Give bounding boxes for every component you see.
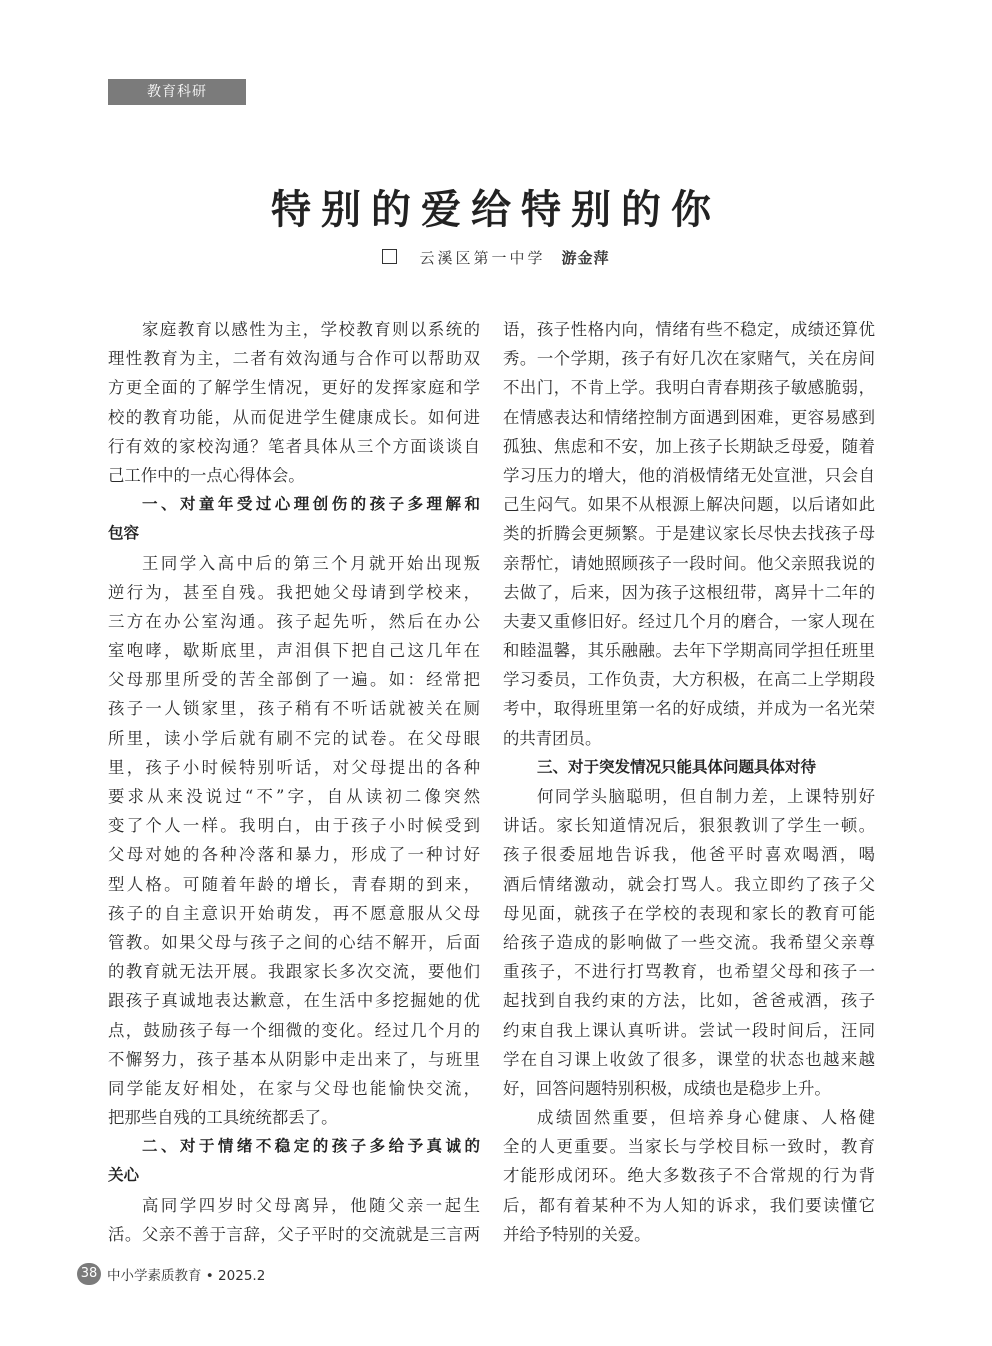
text-line: 好，回答问题特别积极，成绩也是稳步上升。 (503, 1078, 831, 1098)
text-line: 学习压力的增大，他的消极情绪无处宣泄，只会自 (503, 465, 875, 485)
text-line: 亲帮忙，请她照顾孩子一段时间。他父亲照我说的 (503, 553, 875, 573)
text-line: 在情感表达和情绪控制方面遇到困难，更容易感到 (503, 407, 875, 427)
journal-name: 中小学素质教育 • 2025.2 (107, 1268, 266, 1284)
section-heading (108, 1132, 480, 1190)
text-line: 型人格。可随着年龄的增长，青春期的到来， (108, 874, 480, 894)
text-line: 考中，取得班里第一名的好成绩，并成为一名光荣 (503, 699, 875, 719)
text-line: 三方在办公室沟通。孩子起先听，然后在办公 (108, 611, 480, 631)
text-line: 家庭教育以感性为主，学校教育则以系统的 (142, 320, 480, 339)
text-line: 室咆哮，歇斯底里，声泪俱下把自己这几年在 (108, 641, 480, 661)
text-line: 去做了，后来，因为孩子这根纽带，离异十二年的 (503, 582, 875, 602)
text-line: 的共青团员。 (503, 728, 602, 748)
section-heading (503, 753, 875, 782)
text-line: 逆行为，甚至自残。我把她父母请到学校来， (108, 582, 480, 602)
text-line: 孩子一人锁家里，孩子稍有不听话就被关在厕 (108, 699, 480, 719)
text-line: 高同学四岁时父母离异，他随父亲一起生 (142, 1195, 480, 1215)
text-line: 的教育就无法开展。我跟家长多次交流，要他们 (108, 962, 480, 982)
text-line: 二、对于情绪不稳定的孩子多给予真诚的 (142, 1137, 480, 1156)
text-line: 三、对于突发情况只能具体问题具体对待 (537, 757, 817, 776)
text-line: 所里，读小学后就有刷不完的试卷。在父母眼 (108, 728, 480, 748)
text-line: 行有效的家校沟通？笔者具体从三个方面谈谈自 (108, 436, 480, 456)
text-line: 不出门，不肯上学。我明白青春期孩子敏感脆弱， (503, 378, 875, 398)
page-footer (77, 1263, 265, 1285)
column-right (503, 315, 875, 1249)
text-line: 王同学入高中后的第三个月就开始出现叛 (142, 553, 480, 573)
text-line: 理性教育为主，二者有效沟通与合作可以帮助双 (108, 349, 480, 369)
text-line: 关心 (108, 1166, 140, 1185)
column-left (108, 315, 480, 1249)
text-line: 起找到自我约束的方法，比如，爸爸戒酒，孩子 (503, 991, 875, 1011)
text-line: 学习委员，工作负责，大方积极，在高二上学期段 (503, 670, 875, 690)
text-line: 全的人更重要。当家长与学校目标一致时，教育 (503, 1137, 875, 1157)
author-name: 游金萍 (561, 249, 610, 267)
text-line: 不懈努力，孩子基本从阴影中走出来了，与班里 (108, 1049, 480, 1069)
text-line: 何同学头脑聪明，但自制力差，上课特别好 (537, 787, 875, 806)
text-line: 包容 (108, 524, 140, 543)
text-line: 活。父亲不善于言辞，父子平时的交流就是三言两 (108, 1224, 480, 1244)
paragraph (108, 315, 480, 490)
text-line: 母见面，就孩子在学校的表现和家长的教育可能 (503, 903, 875, 923)
text-line: 才能形成闭环。绝大多数孩子不合常规的行为背 (503, 1166, 875, 1186)
section-tag: 教育科研 (108, 79, 246, 105)
text-line: 要求从来没说过“不”字，自从读初二像突然 (108, 787, 480, 806)
text-line: 后，都有着某种不为人知的诉求，我们要读懂它 (503, 1195, 875, 1215)
paragraph (503, 315, 875, 753)
text-line: 跟孩子真诚地表达歉意，在生活中多挖掘她的优 (108, 991, 480, 1011)
text-line: 夫妻又重修旧好。经过几个月的磨合，一家人现在 (503, 611, 875, 631)
text-line: 学在自习课上收敛了很多，课堂的状态也越来越 (503, 1049, 875, 1069)
paragraph (503, 782, 875, 1103)
text-line: 孤独、焦虑和不安，加上孩子长期缺乏母爱，随着 (503, 436, 875, 456)
square-bullet-icon (382, 249, 397, 264)
text-line: 己工作中的一点心得体会。 (108, 465, 305, 485)
text-line: 父母对她的各种冷落和暴力，形成了一种讨好 (108, 845, 480, 865)
text-line: 变了个人一样。我明白，由于孩子小时候受到 (108, 816, 480, 836)
text-line: 给孩子造成的影响做了一些交流。我希望父亲尊 (503, 932, 875, 952)
section-heading (108, 490, 480, 548)
paragraph (108, 549, 480, 1133)
text-line: 约束自我上课认真听讲。尝试一段时间后，汪同 (503, 1020, 875, 1040)
byline (0, 247, 992, 268)
paragraph (108, 1191, 480, 1249)
article-title: 特别的爱给特别的你 (271, 187, 721, 233)
text-line: 孩子很委屈地告诉我，他爸平时喜欢喝酒，喝 (503, 845, 875, 865)
text-line: 同学能友好相处，在家与父母也能愉快交流， (108, 1078, 480, 1098)
author-school: 云溪区第一中学 (419, 249, 546, 267)
text-line: 成绩固然重要，但培养身心健康、人格健 (537, 1108, 875, 1128)
text-line: 和睦温馨，其乐融融。去年下学期高同学担任班里 (503, 641, 875, 661)
text-line: 一、对童年受过心理创伤的孩子多理解和 (142, 495, 480, 514)
text-line: 酒后情绪激动，就会打骂人。我立即约了孩子父 (503, 874, 875, 894)
text-line: 里，孩子小时候特别听话，对父母提出的各种 (108, 757, 480, 777)
text-line: 管教。如果父母与孩子之间的心结不解开，后面 (108, 932, 480, 952)
text-line: 并给予特别的关爱。 (503, 1224, 651, 1244)
text-line: 类的折腾会更频繁。于是建议家长尽快去找孩子母 (503, 524, 875, 544)
text-line: 语，孩子性格内向，情绪有些不稳定，成绩还算优 (503, 320, 875, 339)
text-line: 父母那里所受的苦全部倒了一遍。如：经常把 (108, 670, 480, 690)
text-line: 校的教育功能，从而促进学生健康成长。如何进 (108, 407, 480, 427)
paragraph (503, 1103, 875, 1249)
text-line: 孩子的自主意识开始萌发，再不愿意服从父母 (108, 903, 480, 923)
text-line: 把那些自残的工具统统都丢了。 (108, 1108, 338, 1128)
text-line: 秀。一个学期，孩子有好几次在家赌气，关在房间 (503, 349, 875, 369)
text-line: 点，鼓励孩子每一个细微的变化。经过几个月的 (108, 1020, 480, 1040)
text-line: 方更全面的了解学生情况，更好的发挥家庭和学 (108, 378, 480, 398)
text-line: 讲话。家长知道情况后，狠狠教训了学生一顿。 (503, 816, 875, 836)
text-line: 己生闷气。如果不从根源上解决问题，以后诸如此 (503, 495, 875, 515)
text-line: 重孩子，不进行打骂教育，也希望父母和孩子一 (503, 962, 875, 982)
page-number: 38 (77, 1263, 101, 1285)
